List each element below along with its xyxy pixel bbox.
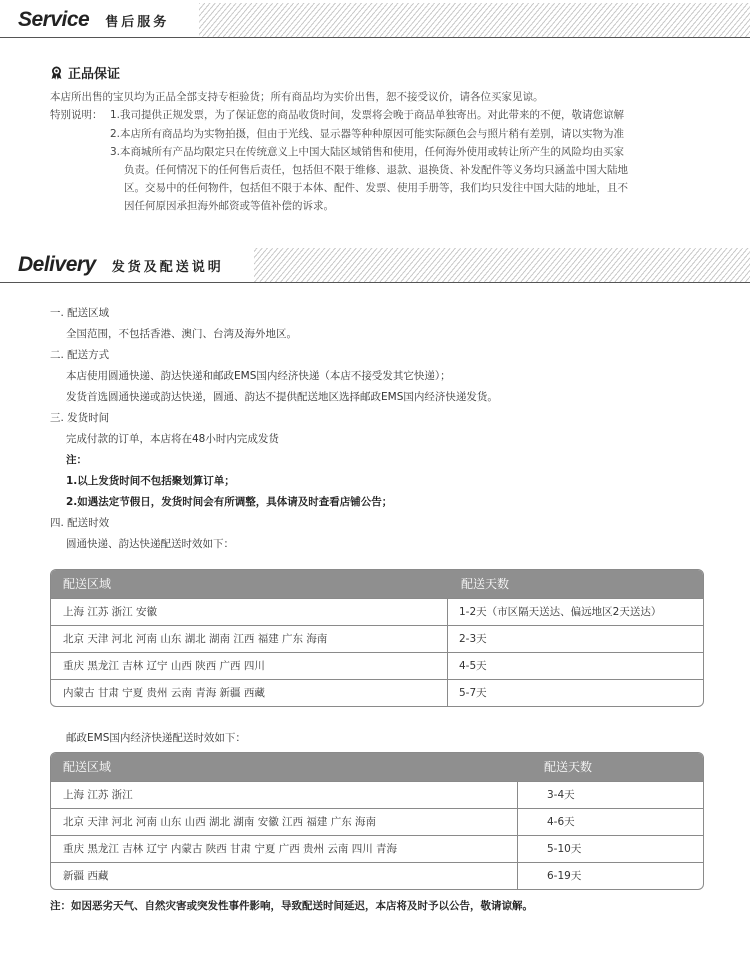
delivery-timing-text: 圆通快递、韵达快递配送时效如下： xyxy=(66,538,234,550)
region-cell: 重庆 黑龙江 吉林 辽宁 山西 陕西 广西 四川 xyxy=(63,660,265,672)
yt-table-header xyxy=(51,570,703,598)
region-cell: 上海 江苏 浙江 xyxy=(63,789,133,801)
service-header xyxy=(0,3,750,38)
ems-delivery-table xyxy=(50,752,704,890)
days-cell: 1-2天（市区隔天送达、偏远地区2天送达） xyxy=(459,606,662,618)
table-row xyxy=(51,781,703,808)
column-divider xyxy=(517,782,518,808)
special-note-1: 1.我司提供正规发票，为了保证您的商品收货时间，发票将会晚于商品单独寄出。对此带来的不便，敬请您谅解 xyxy=(110,109,625,121)
table-row xyxy=(51,652,703,679)
special-note-2: 2.本店所有商品均为实物拍摄，但由于光线、显示器等种种原因可能实际颜色会与照片稍有差别，请以实物为准 xyxy=(110,128,625,140)
yt-col-region: 配送区域 xyxy=(63,577,112,591)
yt-col-days: 配送天数 xyxy=(461,577,510,591)
column-divider xyxy=(517,863,518,889)
table-row xyxy=(51,808,703,835)
delivery-area-text: 全国范围，不包括香港、澳门、台湾及海外地区。 xyxy=(66,328,297,340)
guarantee-intro: 本店所出售的宝贝均为正品全部支持专柜验货；所有商品均为实价出售，恕不接受议价，请各位买家见谅。 xyxy=(50,91,544,103)
guarantee-title-text: 正品保证 xyxy=(68,67,121,82)
ship-time-note-1: 1.以上发货时间不包括聚划算订单； xyxy=(66,475,235,487)
delivery-header-en: Delivery xyxy=(18,253,96,276)
delivery-timing-title: 四. 配送时效 xyxy=(50,517,110,529)
delivery-method-text-1: 本店使用圆通快递、韵达快递和邮政EMS国内经济快递（本店不接受发其它快递）； xyxy=(66,370,451,382)
service-header-en: Service xyxy=(18,8,90,31)
region-cell: 重庆 黑龙江 吉林 辽宁 内蒙古 陕西 甘肃 宁夏 广西 贵州 云南 四川 青海 xyxy=(63,843,398,855)
days-cell: 2-3天 xyxy=(459,633,487,645)
table-row xyxy=(51,835,703,862)
days-cell: 5-10天 xyxy=(547,843,582,855)
special-note-3-line-4: 因任何原因承担海外邮资或等值补偿的诉求。 xyxy=(124,200,334,212)
guarantee-title xyxy=(50,63,120,82)
region-cell: 北京 天津 河北 河南 山东 山西 湖北 湖南 安徽 江西 福建 广东 海南 xyxy=(63,816,377,828)
ship-time-note-2: 2.如遇法定节假日，发货时间会有所调整，具体请及时查看店铺公告； xyxy=(66,496,393,508)
ship-time-text: 完成付款的订单，本店将在48小时内完成发货 xyxy=(66,433,279,445)
region-cell: 北京 天津 河北 河南 山东 湖北 湖南 江西 福建 广东 海南 xyxy=(63,633,328,645)
service-header-zh: 售后服务 xyxy=(105,14,170,30)
special-note-3-line-1: 3.本商城所有产品均限定只在传统意义上中国大陆区域销售和使用，任何海外使用或转让所产生的风险均由买家 xyxy=(110,146,625,158)
days-cell: 5-7天 xyxy=(459,687,487,699)
ems-table-header xyxy=(51,753,703,781)
region-cell: 内蒙古 甘肃 宁夏 贵州 云南 青海 新疆 西藏 xyxy=(63,687,265,699)
days-cell: 3-4天 xyxy=(547,789,575,801)
delivery-method-title: 二. 配送方式 xyxy=(50,349,110,361)
special-note-3-line-3: 区。交易中的任何物件，包括但不限于本体、配件、发票、使用手册等，我们均只发往中国大陆的地址，且不 xyxy=(124,182,628,194)
table-row xyxy=(51,862,703,889)
days-cell: 4-5天 xyxy=(459,660,487,672)
column-divider xyxy=(447,680,448,706)
delivery-footer-note: 注：如因恶劣天气、自然灾害或突发性事件影响，导致配送时间延迟，本店将及时予以公告，敬请谅解。 xyxy=(50,900,533,912)
delivery-header xyxy=(0,248,750,283)
delivery-header-tab xyxy=(0,248,254,282)
delivery-method-text-2: 发货首选圆通快递或韵达快递，圆通、韵达不提供配送地区选择邮政EMS国内经济快递发货。 xyxy=(66,391,498,403)
days-cell: 6-19天 xyxy=(547,870,582,882)
service-header-tab xyxy=(0,3,199,37)
guarantee-icon xyxy=(50,66,63,80)
delivery-area-title: 一. 配送区域 xyxy=(50,307,110,319)
ship-time-title: 三. 发货时间 xyxy=(50,412,110,424)
column-divider xyxy=(517,836,518,862)
ems-col-days: 配送天数 xyxy=(544,760,593,774)
yt-delivery-table xyxy=(50,569,704,707)
delivery-header-zh: 发货及配送说明 xyxy=(111,259,224,275)
table-row xyxy=(51,625,703,652)
ship-time-note-label: 注： xyxy=(66,454,87,466)
region-cell: 上海 江苏 浙江 安徽 xyxy=(63,606,158,618)
special-note-3-line-2: 负责。任何情况下的任何售后责任，包括但不限于维修、退款、退换货、补发配件等义务均只涵盖中国大陆地 xyxy=(124,164,628,176)
column-divider xyxy=(517,809,518,835)
days-cell: 4-6天 xyxy=(547,816,575,828)
table-row xyxy=(51,598,703,625)
special-note-label: 特别说明： xyxy=(50,109,103,121)
table-row xyxy=(51,679,703,706)
column-divider xyxy=(447,626,448,652)
region-cell: 新疆 西藏 xyxy=(63,870,109,882)
ems-col-region: 配送区域 xyxy=(63,760,112,774)
column-divider xyxy=(447,599,448,625)
ems-caption: 邮政EMS国内经济快递配送时效如下： xyxy=(66,732,246,744)
column-divider xyxy=(447,653,448,679)
